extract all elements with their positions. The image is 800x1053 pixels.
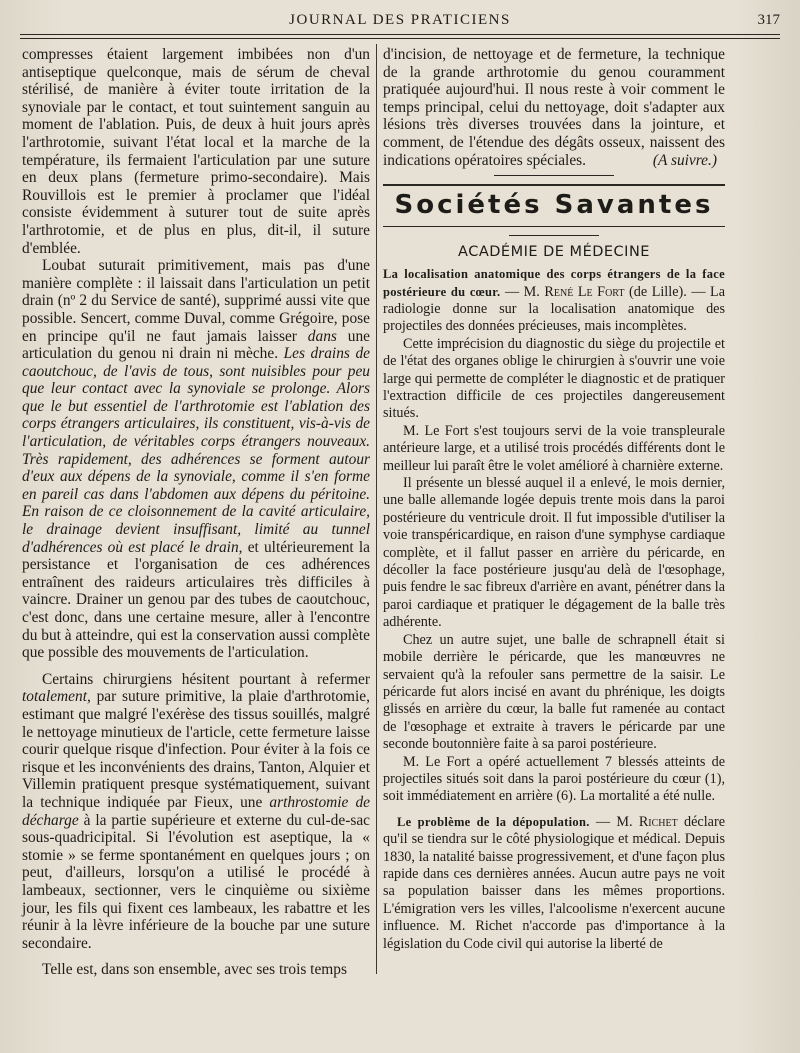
left-paragraph-2-end: et ultérieurement la persistance et l'organisation de ces adhérences entraînent des raideurs articulaires très difficiles à vaincre. Drainer un genou par des tubes de caoutchouc, c'est donc, dans une certaine mesure, aller à l'encontre du but à atteindre, qui est la conservation aussi complète que possible des mouvements de l'articulation. [22, 538, 370, 662]
article-end-rule [494, 175, 614, 176]
right-paragraph-5: Chez un autre sujet, une balle de schrapnell était si mobile derrière le péricarde, que les manœuvres ne servaient qu'à la refouler sans permettre de la saisir. Le péricarde fut alors incisé en avant du phrénique, les doigts glissés en arrière du cœur, la balle fut ramenée au contact de l'œsophage et extraite à travers le péricarde par une seconde boutonnière faite à sa paroi postérieure. [383, 631, 725, 753]
rubric-2-paragraph [383, 814, 725, 953]
a-suivre-note: (A suivre.) [652, 151, 717, 169]
left-paragraph-2 [22, 257, 370, 662]
left-paragraph-3-end: à la partie supérieure et externe du cul-de-sac sous-quadricipital. Si l'évolution est aseptique, la « stomie » se ferme spontanément en quelques jours ; on peut, d'ailleurs, lorsqu'on a utilisé le procédé à lambeaux, sectionner, vers le cinquième ou sixième jour, les fils qui fixent ces lambeaux, les rabattre et les réunir à la lèvre inférieure de la bouche par une suture secondaire. [22, 811, 370, 952]
left-paragraph-2-start: Loubat suturait primitivement, mais pas d'une manière complète : il laissait dans l'articulation un petit drain (nº 2 du Service de santé), supprimé aussi vite que possible. Sencert, comme Duval, comme Grégoire, pose en principe qu'il ne faut jamais laisser [22, 257, 370, 345]
rubric-1-author: René Le Fort [544, 283, 625, 300]
left-paragraph-4: Telle est, dans son ensemble, avec ses trois temps [42, 961, 347, 979]
left-paragraph-3-mid: par suture primitive, la plaie d'arthrotomie, estimant que malgré l'exérèse des tissus souillés, malgré le nettoyage minutieux de l'article, cette fermeture laisse courir quelque risque d'infection. Pour éviter à la fois ce risque et les inconvénients des drains, Tanton, Alquier et Villemin pratiquent presque systématiquement, suivant la technique indiquée par Fieux, une [22, 688, 370, 811]
left-paragraph-3-totalement: totalement, [22, 688, 91, 706]
rubric-2-body: déclare qu'il se tiendra sur le côté physiologique et médical. Depuis 1830, la natalité baisse progressivement, et d'une façon plus rapide dans ces dernières années. Aucun autre pays ne voit sa population baisser dans les mêmes proportions. L'émigration vers les villes, l'alcoolisme n'exercent aucune influence. M. Richet n'accorde pas d'importance à la législation du Code civil qui autorise la liberté de [383, 813, 725, 952]
column-divider [376, 44, 377, 974]
left-paragraph-2-mid: une articulation du genou ni drain ni mèche. [22, 327, 370, 363]
right-paragraph-6: M. Le Fort a opéré actuellement 7 blessés atteints de projectiles situés soit dans la paroi postérieure du cœur (1), soit immédiatement en arrière (6). La mortalité a été nulle. [383, 753, 725, 805]
left-paragraph-3-start: Certains chirurgiens hésitent pourtant à refermer [42, 670, 370, 688]
right-paragraph-3: M. Le Fort s'est toujours servi de la voie transpleurale antérieure large, et a utilisé trois procédés différents dont le meilleur lui paraît être le volet amélioré à charnière externe. [383, 422, 725, 474]
right-column [383, 46, 725, 953]
right-paragraph-1-text: d'incision, de nettoyage et de fermeture, la technique de la grande arthrotomie du genou couramment pratiquée aujourd'hui. Il nous reste à voir comment le temps principal, celui du nettoyage, doit s'adapter aux lésions très diverses trouvées dans la jointure, et comment, de l'étendue des dégâts osseux, naissent des indications opératoires spéciales. [383, 46, 725, 169]
rubric-2-dash: — M. [589, 813, 639, 830]
right-paragraph-4: Il présente un blessé auquel il a enlevé, le mois dernier, une balle allemande logée depuis trente mois dans la paroi postérieure du ventricule droit. Il fut impossible d'utiliser la voie transpéricardique, en raison d'une symphyse cardiaque complète, et il fallut passer en arrière du péricarde, en décoller la face postérieure jusqu'au delà de l'œsophage, puis fendre le sac fibreux d'arrière en avant, pénétrer dans la paroi cardiaque et pratiquer le dégagement de la balle très adhérente. [383, 475, 725, 631]
left-paragraph-3-italic: arthrostomie de décharge [22, 793, 371, 829]
right-paragraph-1 [383, 46, 725, 169]
left-paragraph-1: compresses étaient largement imbibées non d'un antiseptique quelconque, mais de sérum de cheval stérilisé, de manière à éviter toute irritation de la synoviale par le contact, et tout suintement sanguin au moment de l'ablation. Puis, de deux à huit jours après l'arthrotomie, suivant l'état local et la marche de la température, ils fermaient l'articulation par une suture en deux plans (fermeture primo-secondaire). Mais Rouvillois est le premier à proclamer que l'idéal consiste évidemment à suturer tout de suite après l'arthrotomie, et de plus en plus, dit-il, il suture d'emblée. [22, 46, 370, 257]
header-rule [20, 34, 780, 35]
rubric-2-title: Le problème de la dépopulation. [397, 814, 590, 829]
section-title: Sociétés Savantes [394, 190, 714, 221]
rubric-1-dash: — M. [500, 283, 545, 300]
rubric-2-author: Richet [638, 813, 678, 830]
section-header [383, 184, 725, 227]
page-number: 317 [757, 12, 780, 28]
journal-title: JOURNAL DES PRATICIENS [289, 12, 511, 28]
header-rule-secondary [20, 38, 780, 39]
section-rule [509, 235, 599, 236]
subsection-title: ACADÉMIE DE MÉDECINE [458, 244, 650, 261]
left-paragraph-2-dans: dans [307, 327, 337, 345]
rubric-1-body: (de Lille). — La radiologie donne sur la localisation anatomique des projectiles des données précieuses, mais incomplètes. [383, 283, 726, 335]
left-column [22, 46, 370, 979]
rubric-1-title: La localisation anatomique des corps étrangers de la face postérieure du cœur. [383, 267, 725, 299]
left-paragraph-3 [22, 671, 370, 953]
rubric-1-paragraph [383, 266, 725, 336]
academie-report [383, 266, 725, 953]
right-paragraph-2: Cette imprécision du diagnostic du siège du projectile et de l'état des organes oblige le chirurgien à s'ouvrir une voie large qui permette de compléter le diagnostic et de pratiquer l'extraction difficile de ces projectiles dangereusement situés. [383, 335, 725, 422]
running-head [20, 8, 780, 34]
left-paragraph-2-italic: Les drains de caoutchouc, de l'avis de tous, sont nuisibles pour peu que leur contact avec la synoviale se prolonge. Alors que le but essentiel de l'arthrotomie est l'ablation des corps étrangers articulaires, ils constituent, vis-à-vis de l'articulation, de véritables corps étrangers nouveaux. Très rapidement, des adhérences se forment autour d'eux aux dépens de la synoviale, comme il s'en forme en pareil cas dans l'abdomen aux dépens du péritoine. En raison de ce cloisonnement de la cavité articulaire, le drainage devient insuffisant, limité au tunnel d'adhérences où est placé le drain, [22, 345, 370, 556]
